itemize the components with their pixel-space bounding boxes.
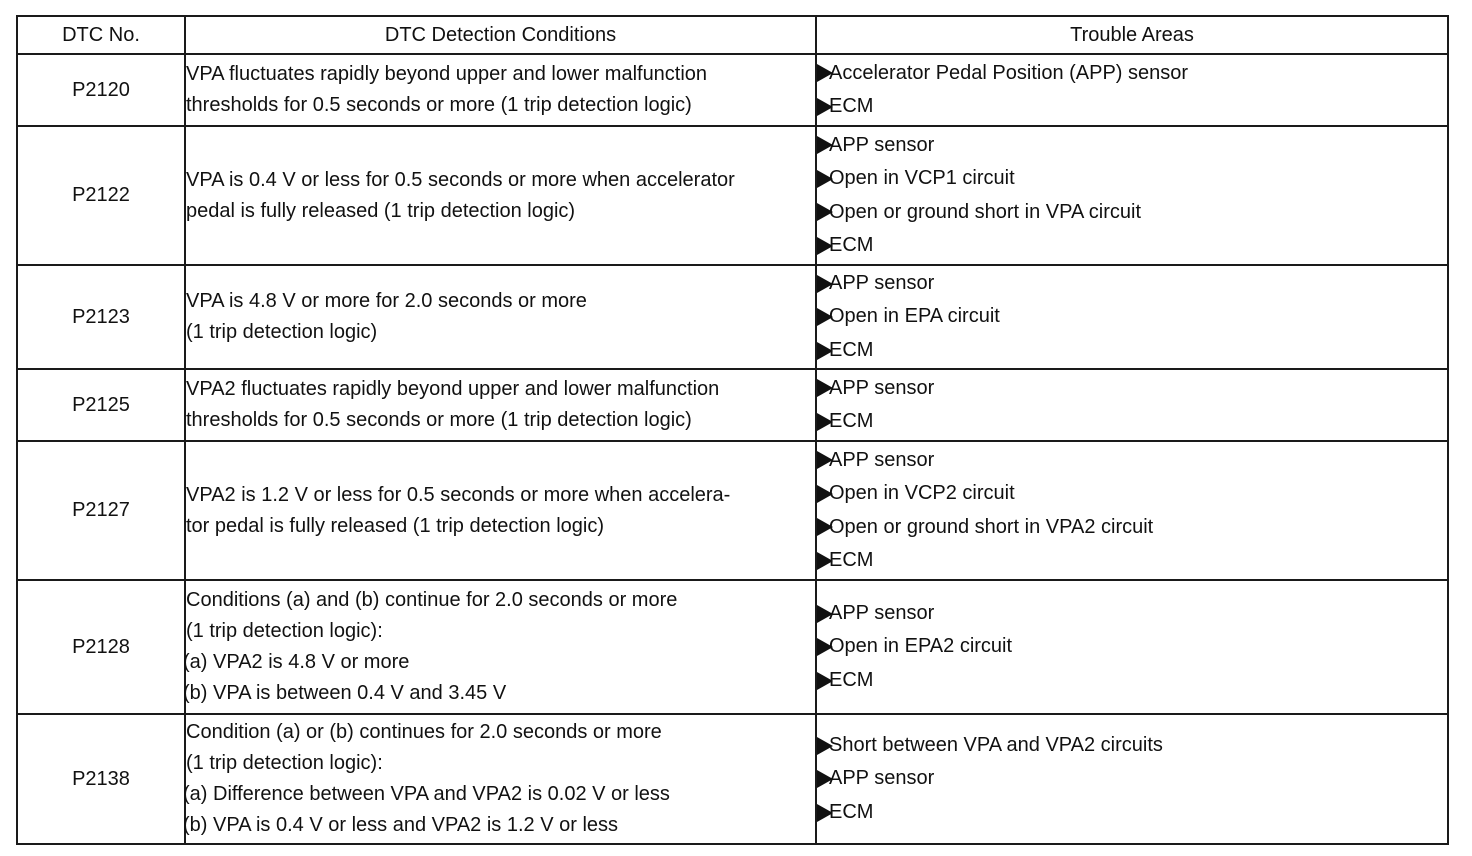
- header-row: [17, 16, 1448, 54]
- trouble-area-item: [817, 90, 1447, 124]
- condition-line: VPA2 is 1.2 V or less for 0.5 seconds or more when accelera-: [186, 483, 731, 506]
- trouble-area-item: [817, 597, 1447, 631]
- dtc-code: P2127: [17, 441, 185, 580]
- dtc-code: P2123: [17, 265, 185, 369]
- trouble-area-text: ECM: [829, 338, 874, 361]
- condition-line: thresholds for 0.5 seconds or more (1 trip detection logic): [186, 409, 692, 431]
- trouble-area-item: [817, 57, 1447, 91]
- detection-conditions: [185, 126, 816, 265]
- condition-line: (1 trip detection logic):: [186, 620, 383, 642]
- trouble-area-item: [817, 796, 1447, 830]
- condition-line: (b) VPA is between 0.4 V and 3.45 V: [183, 682, 507, 704]
- table-row: [17, 369, 1448, 441]
- trouble-areas: [816, 126, 1448, 265]
- trouble-area-text: Open in EPA2 circuit: [829, 635, 1013, 658]
- trouble-areas: [816, 265, 1448, 369]
- trouble-area-item: [817, 372, 1447, 406]
- trouble-area-item: [817, 267, 1447, 301]
- condition-line: VPA is 4.8 V or more for 2.0 seconds or more: [186, 290, 587, 312]
- detection-conditions: [185, 580, 816, 714]
- condition-line: (a) VPA2 is 4.8 V or more: [183, 651, 410, 673]
- trouble-area-text: APP sensor: [829, 271, 935, 294]
- trouble-area-text: Open or ground short in VPA circuit: [829, 200, 1142, 223]
- trouble-area-text: APP sensor: [829, 767, 935, 790]
- condition-line: pedal is fully released (1 trip detection logic): [186, 199, 576, 222]
- table-row: [17, 265, 1448, 369]
- detection-conditions: [185, 714, 816, 844]
- trouble-area-text: APP sensor: [829, 133, 935, 156]
- table-row: [17, 126, 1448, 265]
- condition-line: VPA fluctuates rapidly beyond upper and lower malfunction: [186, 63, 708, 85]
- trouble-area-item: [817, 544, 1447, 578]
- detection-conditions: [185, 441, 816, 580]
- trouble-area-text: ECM: [829, 95, 874, 117]
- trouble-area-item: [817, 477, 1447, 511]
- condition-line: (a) Difference between VPA and VPA2 is 0.02 V or less: [183, 783, 670, 805]
- trouble-area-text: Short between VPA and VPA2 circuits: [829, 733, 1163, 756]
- trouble-area-item: [817, 334, 1447, 368]
- table-row: [17, 580, 1448, 714]
- trouble-area-item: [817, 729, 1447, 763]
- condition-line: (b) VPA is 0.4 V or less and VPA2 is 1.2 V or less: [183, 814, 619, 836]
- trouble-area-text: APP sensor: [829, 376, 935, 399]
- trouble-area-item: [817, 664, 1447, 698]
- trouble-area-text: ECM: [829, 549, 874, 571]
- trouble-area-item: [817, 444, 1447, 478]
- trouble-areas: [816, 714, 1448, 844]
- trouble-area-text: ECM: [829, 668, 874, 691]
- dtc-table: [16, 15, 1449, 845]
- dtc-code: P2125: [17, 369, 185, 441]
- header-dtc-no: DTC No.: [17, 16, 185, 54]
- trouble-area-text: APP sensor: [829, 448, 935, 471]
- trouble-area-item: [817, 762, 1447, 796]
- condition-line: tor pedal is fully released (1 trip detection logic): [186, 514, 604, 537]
- trouble-area-item: [817, 630, 1447, 664]
- header-detection-conditions: DTC Detection Conditions: [185, 16, 816, 54]
- trouble-area-item: [817, 229, 1447, 263]
- table-row: [17, 714, 1448, 844]
- dtc-code: P2128: [17, 580, 185, 714]
- trouble-area-text: APP sensor: [829, 601, 935, 624]
- trouble-area-text: Open in EPA circuit: [829, 305, 1000, 328]
- trouble-areas: [816, 54, 1448, 126]
- trouble-areas: [816, 369, 1448, 441]
- condition-line: VPA is 0.4 V or less for 0.5 seconds or more when accelerator: [186, 168, 735, 191]
- condition-line: Conditions (a) and (b) continue for 2.0 seconds or more: [186, 589, 678, 611]
- trouble-area-text: Open in VCP1 circuit: [829, 167, 1015, 189]
- condition-line: (1 trip detection logic):: [186, 752, 383, 774]
- dtc-code: P2122: [17, 126, 185, 265]
- condition-line: (1 trip detection logic): [186, 321, 378, 343]
- dtc-code: P2120: [17, 54, 185, 126]
- dtc-code: P2138: [17, 714, 185, 844]
- table-row: [17, 441, 1448, 580]
- trouble-area-item: [817, 405, 1447, 439]
- detection-conditions: [185, 265, 816, 369]
- trouble-area-item: [817, 129, 1447, 163]
- trouble-areas: [816, 441, 1448, 580]
- trouble-area-item: [817, 300, 1447, 334]
- trouble-area-item: [817, 511, 1447, 545]
- trouble-area-text: Open or ground short in VPA2 circuit: [829, 515, 1154, 538]
- header-trouble-areas: Trouble Areas: [816, 16, 1448, 54]
- condition-line: thresholds for 0.5 seconds or more (1 trip detection logic): [186, 94, 692, 116]
- trouble-area-text: ECM: [829, 234, 874, 256]
- trouble-area-item: [817, 196, 1447, 230]
- condition-line: Condition (a) or (b) continues for 2.0 seconds or more: [186, 721, 662, 743]
- trouble-area-text: ECM: [829, 410, 874, 432]
- detection-conditions: [185, 369, 816, 441]
- table-row: [17, 54, 1448, 126]
- trouble-area-item: [817, 162, 1447, 196]
- trouble-areas: [816, 580, 1448, 714]
- trouble-area-text: Open in VCP2 circuit: [829, 482, 1015, 504]
- trouble-area-text: ECM: [829, 800, 874, 823]
- trouble-area-text: Accelerator Pedal Position (APP) sensor: [829, 61, 1189, 84]
- condition-line: VPA2 fluctuates rapidly beyond upper and lower malfunction: [186, 378, 720, 400]
- detection-conditions: [185, 54, 816, 126]
